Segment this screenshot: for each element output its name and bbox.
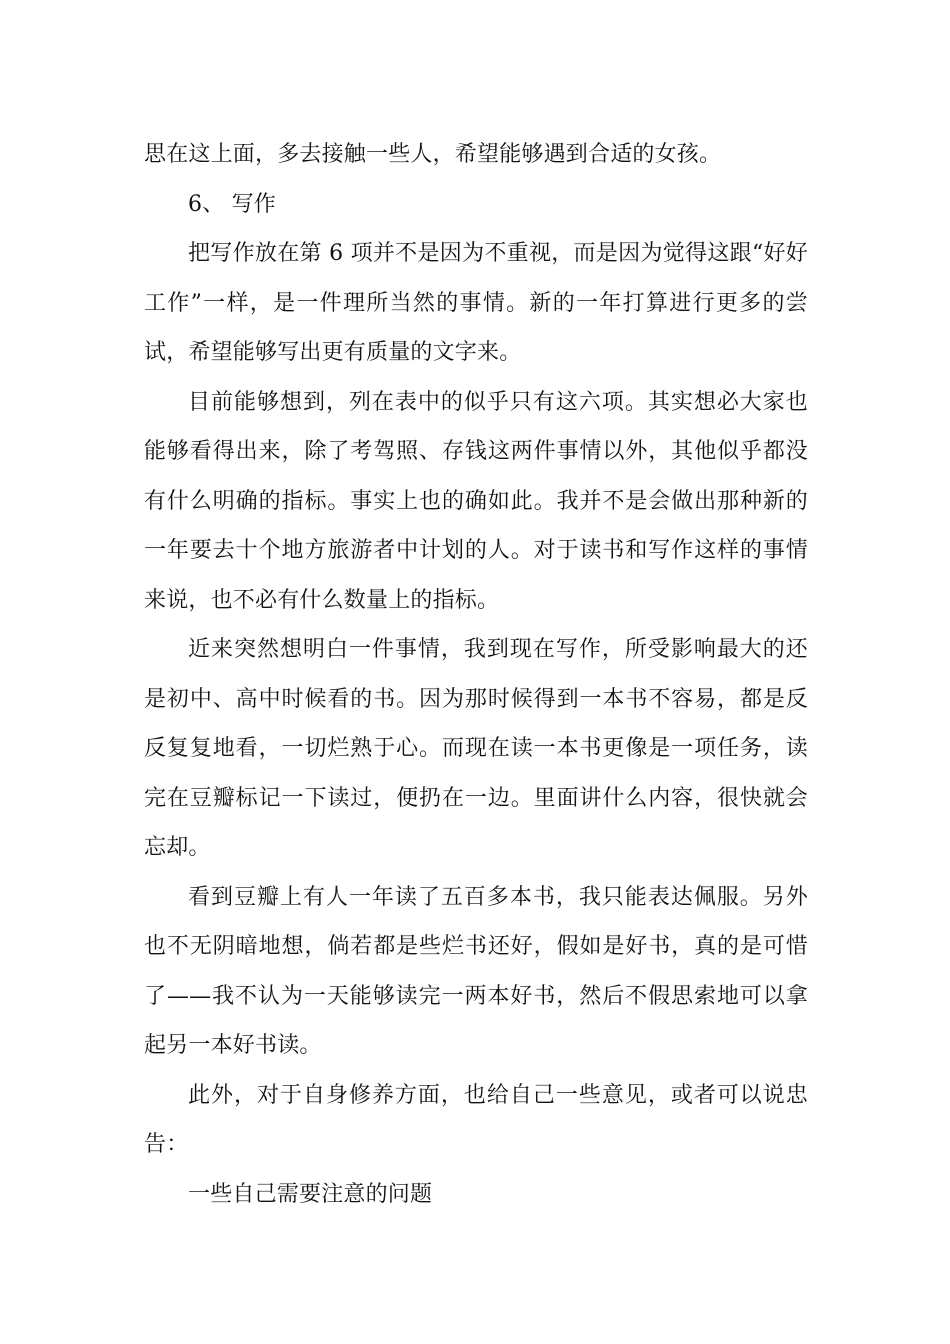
paragraph-issues-heading: 一些自己需要注意的问题 (188, 1181, 433, 1207)
paragraph-six-items: 目前能够想到，列在表中的似乎只有这六项。其实想必大家也能够看得出来，除了考驾照、存钱这两件事情以外，其他似乎都没有什么明确的指标。事实上也的确如此。我并不是会做出那种新的一年要去十个地方旅游者中计划的人。对于读书和写作这样的事情来说，也不必有什么数量上的指标。 (144, 389, 808, 613)
paragraph-writing-priority: 把写作放在第 6 项并不是因为不重视，而是因为觉得这跟“好好工作”一样，是一件理所当然的事情。新的一年打算进行更多的尝试，希望能够写出更有质量的文字来。 (144, 241, 808, 365)
document-body (144, 130, 808, 1219)
paragraph-continuation: 思在这上面，多去接触一些人，希望能够遇到合适的女孩。 (144, 142, 722, 167)
paragraph-douban-reading: 看到豆瓣上有人一年读了五百多本书，我只能表达佩服。另外也不无阴暗地想，倘若都是些烂书还好，假如是好书，真的是可惜了——我不认为一天能够读完一两本好书，然后不假思索地可以拿起另一本好书读。 (144, 884, 808, 1058)
section-heading-writing: 6、 写作 (188, 191, 276, 217)
paragraph-reading-influence: 近来突然想明白一件事情，我到现在写作，所受影响最大的还是初中、高中时候看的书。因为那时候得到一本书不容易，都是反反复复地看，一切烂熟于心。而现在读一本书更像是一项任务，读完在豆瓣标记一下读过，便扔在一边。里面讲什么内容，很快就会忘却。 (144, 637, 808, 860)
paragraph-self-cultivation: 此外，对于自身修养方面，也给自己一些意见，或者可以说忠告： (144, 1082, 808, 1157)
